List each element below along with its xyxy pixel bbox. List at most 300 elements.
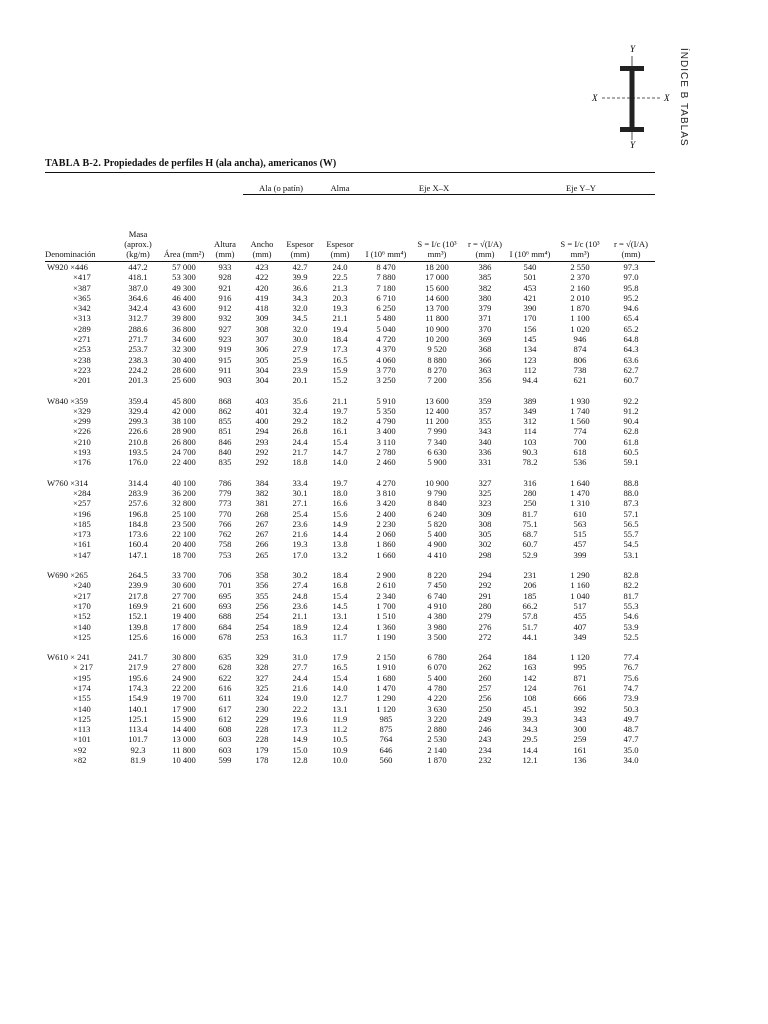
value-cell: 81.7 bbox=[522, 508, 538, 519]
value-cell: 112 bbox=[523, 364, 537, 375]
table-row bbox=[45, 755, 655, 765]
value-cell: 1 160 bbox=[570, 580, 590, 591]
value-cell: 34.3 bbox=[522, 724, 538, 735]
value-cell: 81.9 bbox=[130, 755, 146, 766]
designation-cell: ×176 bbox=[73, 457, 91, 468]
table-row bbox=[45, 714, 655, 724]
value-cell: 328 bbox=[255, 662, 269, 673]
value-cell: 35.6 bbox=[292, 395, 308, 406]
value-cell: 7 450 bbox=[427, 580, 447, 591]
value-cell: 228 bbox=[255, 734, 269, 745]
value-cell: 8 880 bbox=[427, 354, 447, 365]
value-cell: 28 600 bbox=[172, 364, 196, 375]
value-cell: 26 800 bbox=[172, 436, 196, 447]
value-cell: 262 bbox=[478, 662, 492, 673]
table-row bbox=[45, 539, 655, 549]
value-cell: 390 bbox=[523, 303, 537, 314]
value-cell: 14.0 bbox=[332, 682, 348, 693]
value-cell: 108 bbox=[523, 693, 537, 704]
value-cell: 3 630 bbox=[427, 703, 447, 714]
value-cell: 49 300 bbox=[172, 282, 196, 293]
value-cell: 1 190 bbox=[376, 631, 396, 642]
col-header-11: S = I/c (10³ mm³) bbox=[553, 195, 607, 262]
designation-cell: ×217 bbox=[73, 590, 91, 601]
value-cell: 206 bbox=[523, 580, 537, 591]
value-cell: 292 bbox=[478, 580, 492, 591]
value-cell: 257 bbox=[478, 682, 492, 693]
value-cell: 5 400 bbox=[427, 672, 447, 683]
value-cell: 6 780 bbox=[427, 652, 447, 663]
value-cell: 985 bbox=[379, 713, 393, 724]
value-cell: 27.1 bbox=[292, 498, 308, 509]
value-cell: 515 bbox=[573, 529, 587, 540]
value-cell: 134 bbox=[523, 344, 537, 355]
table-row bbox=[45, 355, 655, 365]
value-cell: 7 990 bbox=[427, 426, 447, 437]
table-caption: Propiedades de perfiles H (ala ancha), americanos (W) bbox=[101, 158, 337, 169]
value-cell: 340 bbox=[478, 436, 492, 447]
value-cell: 366 bbox=[478, 354, 492, 365]
value-cell: 1 310 bbox=[570, 498, 590, 509]
designation-cell: ×417 bbox=[73, 272, 91, 283]
value-cell: 932 bbox=[218, 313, 232, 324]
value-cell: 239.9 bbox=[128, 580, 148, 591]
table-row bbox=[45, 632, 655, 642]
value-cell: 11.7 bbox=[332, 631, 348, 642]
value-cell: 5 480 bbox=[376, 313, 396, 324]
value-cell: 142 bbox=[523, 672, 537, 683]
value-cell: 19.3 bbox=[332, 303, 348, 314]
value-cell: 27 800 bbox=[172, 662, 196, 673]
value-cell: 19 400 bbox=[172, 611, 196, 622]
value-cell: 61.8 bbox=[623, 436, 639, 447]
value-cell: 95.2 bbox=[623, 292, 639, 303]
value-cell: 455 bbox=[573, 611, 587, 622]
value-cell: 54.6 bbox=[623, 611, 639, 622]
value-cell: 210.8 bbox=[128, 436, 148, 447]
value-cell: 280 bbox=[478, 600, 492, 611]
value-cell: 17.0 bbox=[292, 549, 308, 560]
value-cell: 10.0 bbox=[332, 755, 348, 766]
value-cell: 24.4 bbox=[292, 672, 308, 683]
value-cell: 6 710 bbox=[376, 292, 396, 303]
value-cell: 418 bbox=[255, 303, 269, 314]
value-cell: 10 200 bbox=[425, 334, 449, 345]
value-cell: 33 700 bbox=[172, 570, 196, 581]
value-cell: 4 900 bbox=[427, 539, 447, 550]
value-cell: 57 000 bbox=[172, 262, 196, 272]
value-cell: 401 bbox=[255, 405, 269, 416]
value-cell: 21 600 bbox=[172, 600, 196, 611]
value-cell: 369 bbox=[478, 334, 492, 345]
value-cell: 25.4 bbox=[292, 508, 308, 519]
value-cell: 684 bbox=[218, 621, 232, 632]
value-cell: 161 bbox=[573, 744, 587, 755]
value-cell: 4 410 bbox=[427, 549, 447, 560]
value-cell: 3 980 bbox=[427, 621, 447, 632]
value-cell: 24 700 bbox=[172, 447, 196, 458]
value-cell: 152.1 bbox=[128, 611, 148, 622]
value-cell: 762 bbox=[218, 529, 232, 540]
value-cell: 193.5 bbox=[128, 447, 148, 458]
value-cell: 4 370 bbox=[376, 344, 396, 355]
table-row bbox=[45, 457, 655, 467]
value-cell: 349 bbox=[573, 631, 587, 642]
value-cell: 13 600 bbox=[425, 395, 449, 406]
designation-cell: ×210 bbox=[73, 436, 91, 447]
value-cell: 309 bbox=[478, 508, 492, 519]
table-row bbox=[45, 303, 655, 313]
value-cell: 603 bbox=[218, 734, 232, 745]
value-cell: 18.8 bbox=[292, 457, 308, 468]
value-cell: 540 bbox=[523, 262, 537, 272]
value-cell: 15.4 bbox=[332, 436, 348, 447]
value-cell: 92.2 bbox=[623, 395, 639, 406]
value-cell: 363 bbox=[478, 364, 492, 375]
value-cell: 267 bbox=[255, 529, 269, 540]
designation-cell: ×147 bbox=[73, 549, 91, 560]
value-cell: 1 700 bbox=[376, 600, 396, 611]
value-cell: 14.9 bbox=[292, 734, 308, 745]
value-cell: 81.7 bbox=[623, 590, 639, 601]
value-cell: 329.4 bbox=[128, 405, 148, 416]
value-cell: 2 900 bbox=[376, 570, 396, 581]
value-cell: 1 360 bbox=[376, 621, 396, 632]
value-cell: 12.8 bbox=[292, 755, 308, 766]
designation-cell: ×140 bbox=[73, 703, 91, 714]
value-cell: 30 400 bbox=[172, 354, 196, 365]
value-cell: 919 bbox=[218, 344, 232, 355]
value-cell: 693 bbox=[218, 600, 232, 611]
value-cell: 10.9 bbox=[332, 744, 348, 755]
value-cell: 50.3 bbox=[623, 703, 639, 714]
value-cell: 356 bbox=[478, 375, 492, 386]
value-cell: 4 780 bbox=[427, 682, 447, 693]
value-cell: 293 bbox=[255, 436, 269, 447]
designation-cell: ×313 bbox=[73, 313, 91, 324]
value-cell: 34.3 bbox=[292, 292, 308, 303]
value-cell: 355 bbox=[255, 590, 269, 601]
value-cell: 688 bbox=[218, 611, 232, 622]
value-cell: 603 bbox=[218, 744, 232, 755]
value-cell: 10.5 bbox=[332, 734, 348, 745]
designation-cell: ×101 bbox=[73, 734, 91, 745]
value-cell: 13.2 bbox=[332, 549, 348, 560]
value-cell: 253 bbox=[255, 631, 269, 642]
value-cell: 234 bbox=[478, 744, 492, 755]
group-eje-y: Eje Y–Y bbox=[507, 179, 655, 195]
col-header-3: Altura (mm) bbox=[207, 195, 243, 262]
value-cell: 312 bbox=[523, 416, 537, 427]
value-cell: 422 bbox=[255, 272, 269, 283]
value-cell: 256 bbox=[478, 693, 492, 704]
value-cell: 97.0 bbox=[623, 272, 639, 283]
value-cell: 4 220 bbox=[427, 693, 447, 704]
designation-cell: ×152 bbox=[73, 611, 91, 622]
value-cell: 95.8 bbox=[623, 282, 639, 293]
value-cell: 19 700 bbox=[172, 693, 196, 704]
value-cell: 74.7 bbox=[623, 682, 639, 693]
designation-cell: W760 ×314 bbox=[47, 477, 88, 488]
designation-cell: ×253 bbox=[73, 344, 91, 355]
value-cell: 24.0 bbox=[332, 262, 348, 272]
designation-cell: ×113 bbox=[73, 724, 91, 735]
value-cell: 384 bbox=[255, 477, 269, 488]
value-cell: 1 860 bbox=[376, 539, 396, 550]
col-header-2: Área (mm²) bbox=[161, 195, 207, 262]
value-cell: 622 bbox=[218, 672, 232, 683]
value-cell: 5 820 bbox=[427, 518, 447, 529]
value-cell: 57.8 bbox=[522, 611, 538, 622]
value-cell: 32.0 bbox=[292, 323, 308, 334]
table-row bbox=[45, 611, 655, 621]
value-cell: 302 bbox=[478, 539, 492, 550]
value-cell: 343 bbox=[573, 713, 587, 724]
value-cell: 266 bbox=[255, 539, 269, 550]
value-cell: 2 550 bbox=[570, 262, 590, 272]
value-cell: 27.9 bbox=[292, 344, 308, 355]
designation-cell: ×196 bbox=[73, 508, 91, 519]
value-cell: 88.8 bbox=[623, 477, 639, 488]
table-row bbox=[45, 570, 655, 580]
value-cell: 753 bbox=[218, 549, 232, 560]
col-header-7: I (10⁶ mm⁴) bbox=[361, 195, 411, 262]
value-cell: 903 bbox=[218, 375, 232, 386]
table-row bbox=[45, 745, 655, 755]
group-eje-x: Eje X–X bbox=[361, 179, 507, 195]
value-cell: 995 bbox=[573, 662, 587, 673]
value-cell: 308 bbox=[255, 323, 269, 334]
value-cell: 27.7 bbox=[292, 662, 308, 673]
value-cell: 16.5 bbox=[332, 662, 348, 673]
blank-group bbox=[45, 179, 243, 195]
value-cell: 288.6 bbox=[128, 323, 148, 334]
value-cell: 774 bbox=[573, 426, 587, 437]
value-cell: 174.3 bbox=[128, 682, 148, 693]
value-cell: 25.9 bbox=[292, 354, 308, 365]
value-cell: 19.0 bbox=[292, 693, 308, 704]
value-cell: 786 bbox=[218, 477, 232, 488]
value-cell: 26.8 bbox=[292, 426, 308, 437]
designation-cell: ×125 bbox=[73, 631, 91, 642]
value-cell: 292 bbox=[255, 457, 269, 468]
value-cell: 6 070 bbox=[427, 662, 447, 673]
side-label: ÍNDICE B TABLAS bbox=[678, 48, 689, 147]
value-cell: 23 500 bbox=[172, 518, 196, 529]
value-cell: 616 bbox=[218, 682, 232, 693]
value-cell: 13.1 bbox=[332, 611, 348, 622]
value-cell: 15.9 bbox=[332, 364, 348, 375]
value-cell: 154.9 bbox=[128, 693, 148, 704]
col-header-0: Denominación bbox=[45, 195, 115, 262]
value-cell: 611 bbox=[218, 693, 232, 704]
value-cell: 12.7 bbox=[332, 693, 348, 704]
value-cell: 217.9 bbox=[128, 662, 148, 673]
value-cell: 308 bbox=[478, 518, 492, 529]
value-cell: 4 060 bbox=[376, 354, 396, 365]
value-cell: 3 400 bbox=[376, 426, 396, 437]
value-cell: 22 400 bbox=[172, 457, 196, 468]
designation-cell: ×365 bbox=[73, 292, 91, 303]
value-cell: 1 660 bbox=[376, 549, 396, 560]
value-cell: 706 bbox=[218, 570, 232, 581]
value-cell: 1 680 bbox=[376, 672, 396, 683]
value-cell: 12.4 bbox=[332, 621, 348, 632]
value-cell: 113.4 bbox=[128, 724, 148, 735]
value-cell: 90.4 bbox=[623, 416, 639, 427]
value-cell: 241.7 bbox=[128, 652, 148, 663]
value-cell: 30 800 bbox=[172, 652, 196, 663]
value-cell: 11.2 bbox=[332, 724, 348, 735]
designation-cell: ×289 bbox=[73, 323, 91, 334]
value-cell: 24.8 bbox=[292, 590, 308, 601]
value-cell: 125.1 bbox=[128, 713, 148, 724]
value-cell: 18.2 bbox=[332, 416, 348, 427]
table-row bbox=[45, 550, 655, 560]
value-cell: 2 340 bbox=[376, 590, 396, 601]
value-cell: 51.7 bbox=[522, 621, 538, 632]
value-cell: 267 bbox=[255, 518, 269, 529]
value-cell: 101.7 bbox=[128, 734, 148, 745]
value-cell: 60.5 bbox=[623, 447, 639, 458]
value-cell: 370 bbox=[478, 323, 492, 334]
value-cell: 21.6 bbox=[292, 682, 308, 693]
value-cell: 1 640 bbox=[570, 477, 590, 488]
value-cell: 276 bbox=[478, 621, 492, 632]
value-cell: 911 bbox=[218, 364, 232, 375]
value-cell: 30.2 bbox=[292, 570, 308, 581]
table-row bbox=[45, 622, 655, 632]
value-cell: 386 bbox=[478, 262, 492, 272]
table-row bbox=[45, 580, 655, 590]
value-cell: 66.2 bbox=[522, 600, 538, 611]
value-cell: 238.3 bbox=[128, 354, 148, 365]
value-cell: 2 460 bbox=[376, 457, 396, 468]
value-cell: 246 bbox=[478, 724, 492, 735]
value-cell: 14.0 bbox=[332, 457, 348, 468]
value-cell: 423 bbox=[255, 262, 269, 272]
table-row bbox=[45, 262, 655, 273]
col-header-1: Masa (aprox.) (kg/m) bbox=[115, 195, 161, 262]
value-cell: 82.8 bbox=[623, 570, 639, 581]
value-cell: 30 600 bbox=[172, 580, 196, 591]
designation-cell: ×329 bbox=[73, 405, 91, 416]
value-cell: 76.7 bbox=[623, 662, 639, 673]
value-cell: 268 bbox=[255, 508, 269, 519]
value-cell: 382 bbox=[478, 282, 492, 293]
value-cell: 835 bbox=[218, 457, 232, 468]
value-cell: 25 100 bbox=[172, 508, 196, 519]
value-cell: 1 120 bbox=[376, 703, 396, 714]
value-cell: 1 290 bbox=[570, 570, 590, 581]
value-cell: 419 bbox=[255, 292, 269, 303]
value-cell: 184 bbox=[523, 652, 537, 663]
value-cell: 259 bbox=[573, 734, 587, 745]
value-cell: 87.3 bbox=[623, 498, 639, 509]
table-row bbox=[45, 704, 655, 714]
value-cell: 28 900 bbox=[172, 426, 196, 437]
value-cell: 48.7 bbox=[623, 724, 639, 735]
table-row bbox=[45, 426, 655, 436]
value-cell: 30.1 bbox=[292, 487, 308, 498]
table-row bbox=[45, 324, 655, 334]
value-cell: 42.7 bbox=[292, 262, 308, 272]
value-cell: 327 bbox=[478, 477, 492, 488]
value-cell: 1 870 bbox=[427, 755, 447, 766]
value-cell: 4 790 bbox=[376, 416, 396, 427]
value-cell: 6 250 bbox=[376, 303, 396, 314]
value-cell: 15.0 bbox=[292, 744, 308, 755]
value-cell: 17 900 bbox=[172, 703, 196, 714]
value-cell: 1 470 bbox=[570, 487, 590, 498]
value-cell: 380 bbox=[478, 292, 492, 303]
col-header-9: r = √(I/A) (mm) bbox=[463, 195, 507, 262]
value-cell: 16.6 bbox=[332, 498, 348, 509]
value-cell: 7 180 bbox=[376, 282, 396, 293]
table-title bbox=[45, 158, 336, 169]
table-row bbox=[45, 673, 655, 683]
value-cell: 10 900 bbox=[425, 323, 449, 334]
value-cell: 4 910 bbox=[427, 600, 447, 611]
value-cell: 17.3 bbox=[332, 344, 348, 355]
value-cell: 14.9 bbox=[332, 518, 348, 529]
value-cell: 34.5 bbox=[292, 313, 308, 324]
value-cell: 53.1 bbox=[623, 549, 639, 560]
table-row bbox=[45, 683, 655, 693]
value-cell: 400 bbox=[255, 416, 269, 427]
value-cell: 33.4 bbox=[292, 477, 308, 488]
value-cell: 3 110 bbox=[376, 436, 396, 447]
value-cell: 1 510 bbox=[376, 611, 396, 622]
value-cell: 3 250 bbox=[376, 375, 396, 386]
value-cell: 923 bbox=[218, 334, 232, 345]
value-cell: 10 900 bbox=[425, 477, 449, 488]
value-cell: 15 900 bbox=[172, 713, 196, 724]
value-cell: 342.4 bbox=[128, 303, 148, 314]
value-cell: 612 bbox=[218, 713, 232, 724]
value-cell: 32.0 bbox=[292, 303, 308, 314]
col-header-6: Espesor (mm) bbox=[319, 195, 361, 262]
value-cell: 2 530 bbox=[427, 734, 447, 745]
value-cell: 18.9 bbox=[292, 621, 308, 632]
value-cell: 304 bbox=[255, 375, 269, 386]
value-cell: 30.0 bbox=[292, 334, 308, 345]
designation-cell: ×92 bbox=[73, 744, 87, 755]
value-cell: 5 900 bbox=[427, 457, 447, 468]
value-cell: 271.7 bbox=[128, 334, 148, 345]
value-cell: 2 060 bbox=[376, 529, 396, 540]
value-cell: 14 400 bbox=[172, 724, 196, 735]
value-cell: 349 bbox=[523, 405, 537, 416]
value-cell: 11 800 bbox=[425, 313, 449, 324]
value-cell: 618 bbox=[573, 447, 587, 458]
value-cell: 68.7 bbox=[522, 529, 538, 540]
designation-cell: ×82 bbox=[73, 755, 87, 766]
value-cell: 874 bbox=[573, 344, 587, 355]
table-row bbox=[45, 601, 655, 611]
value-cell: 279 bbox=[478, 611, 492, 622]
value-cell: 933 bbox=[218, 262, 232, 272]
value-cell: 60.7 bbox=[522, 539, 538, 550]
value-cell: 3 810 bbox=[376, 487, 396, 498]
value-cell: 60.7 bbox=[623, 375, 639, 386]
col-header-5: Espesor (mm) bbox=[281, 195, 319, 262]
value-cell: 8 840 bbox=[427, 498, 447, 509]
designation-cell: ×170 bbox=[73, 600, 91, 611]
table-row bbox=[45, 293, 655, 303]
value-cell: 42 000 bbox=[172, 405, 196, 416]
value-cell: 501 bbox=[523, 272, 537, 283]
